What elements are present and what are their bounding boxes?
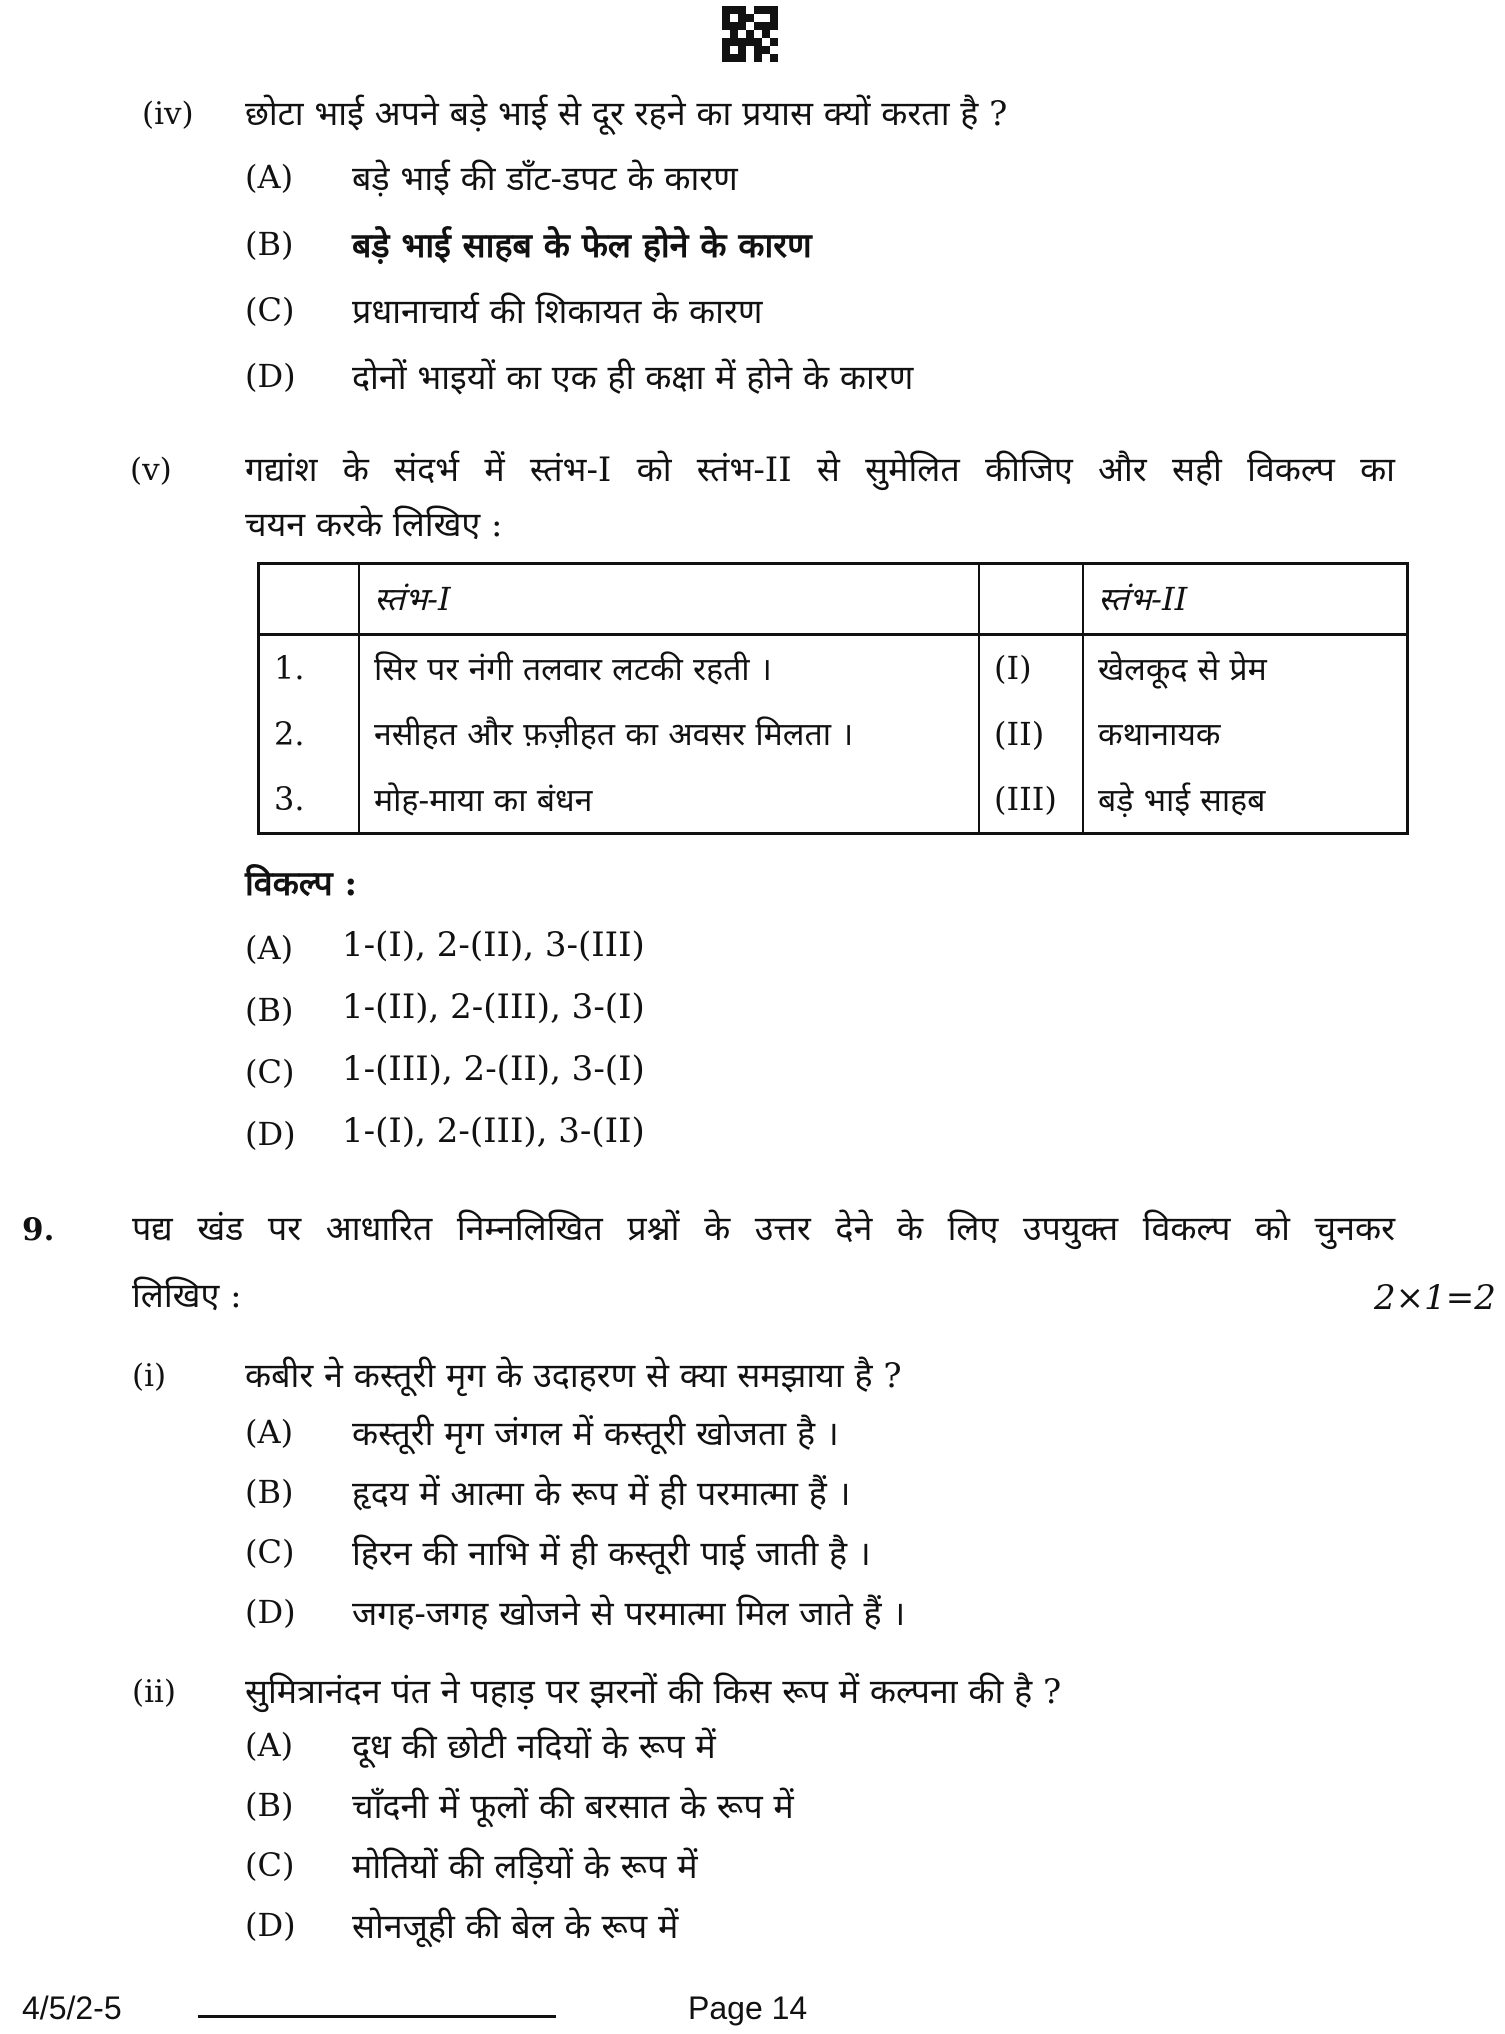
option-text: 1-(I), 2-(III), 3-(II)	[342, 1111, 645, 1151]
marks: 2×1=2	[1374, 1278, 1496, 1318]
option-label: (B)	[245, 1786, 294, 1824]
roman-numeral: (II)	[979, 701, 1083, 766]
option-label: (A)	[245, 1413, 294, 1451]
option-text: 1-(II), 2-(III), 3-(I)	[342, 987, 645, 1027]
option-text: हिरन की नाभि में ही कस्तूरी पाई जाती है ।	[352, 1534, 871, 1574]
question-text-iv: छोटा भाई अपने बड़े भाई से दूर रहने का प्रयास क्यों करता है ?	[245, 94, 1008, 134]
question-text-v-line2: चयन करके लिखिए :	[245, 505, 503, 545]
option-label: (A)	[245, 929, 294, 967]
column-1-item: मोह-माया का बंधन	[359, 767, 979, 834]
option-text: दूध की छोटी नदियों के रूप में	[352, 1727, 716, 1767]
column-1-item: नसीहत और फ़ज़ीहत का अवसर मिलता ।	[359, 701, 979, 766]
question-text-v-line1: गद्यांश के संदर्भ में स्तंभ-I को स्तंभ-II से सुमेलित कीजिए और सही विकल्प का	[245, 450, 1395, 490]
question-number-v: (v)	[130, 452, 172, 488]
option-label: (D)	[245, 357, 296, 395]
option-text: हृदय में आत्मा के रूप में ही परमात्मा हैं ।	[352, 1474, 851, 1514]
question-text-9-line1: पद्य खंड पर आधारित निम्नलिखित प्रश्नों के उत्तर देने के लिए उपयुक्त विकल्प को चुनकर	[132, 1209, 1395, 1249]
option-text: प्रधानाचार्य की शिकायत के कारण	[352, 292, 763, 332]
option-label: (C)	[245, 291, 295, 329]
option-label: (C)	[245, 1053, 295, 1091]
column-2-item: बड़े भाई साहब	[1083, 767, 1408, 834]
footer-divider	[198, 2015, 556, 2018]
option-text: चाँदनी में फूलों की बरसात के रूप में	[352, 1787, 794, 1827]
column-2-item: कथानायक	[1083, 701, 1408, 766]
option-label: (B)	[245, 991, 294, 1029]
option-text: कस्तूरी मृग जंगल में कस्तूरी खोजता है ।	[352, 1414, 839, 1454]
roman-numeral: (III)	[979, 767, 1083, 834]
column-2-item: खेलकूद से प्रेम	[1083, 634, 1408, 701]
column-1-header: स्तंभ-I	[359, 564, 979, 635]
option-label: (B)	[245, 1473, 294, 1511]
option-text: 1-(III), 2-(II), 3-(I)	[342, 1049, 645, 1089]
row-number: 2.	[259, 701, 360, 766]
option-text: बड़े भाई साहब के फेल होने के कारण	[352, 226, 812, 266]
option-text: जगह-जगह खोजने से परमात्मा मिल जाते हैं ।	[352, 1594, 906, 1634]
page-number: Page 14	[688, 1990, 808, 2026]
option-label: (D)	[245, 1593, 296, 1631]
question-number-i: (i)	[132, 1358, 167, 1394]
question-number-9: 9.	[22, 1212, 55, 1248]
option-text: मोतियों की लड़ियों के रूप में	[352, 1847, 698, 1887]
question-number-iv: (iv)	[142, 96, 194, 132]
option-label: (C)	[245, 1533, 295, 1571]
question-text-i: कबीर ने कस्तूरी मृग के उदाहरण से क्या समझाया है ?	[245, 1356, 902, 1396]
option-label: (A)	[245, 1726, 294, 1764]
option-label: (D)	[245, 1115, 296, 1153]
option-text: बड़े भाई की डाँट-डपट के कारण	[352, 159, 738, 199]
roman-numeral: (I)	[979, 634, 1083, 701]
option-text: 1-(I), 2-(II), 3-(III)	[342, 925, 645, 965]
question-text-ii: सुमित्रानंदन पंत ने पहाड़ पर झरनों की किस रूप में कल्पना की है ?	[245, 1672, 1062, 1712]
qr-code	[722, 6, 778, 62]
option-text: सोनजूही की बेल के रूप में	[352, 1907, 679, 1947]
match-table	[257, 562, 1409, 835]
option-text: दोनों भाइयों का एक ही कक्षा में होने के कारण	[352, 358, 914, 398]
column-2-header: स्तंभ-II	[1083, 564, 1408, 635]
option-label: (A)	[245, 158, 294, 196]
question-number-ii: (ii)	[132, 1674, 177, 1710]
row-number: 1.	[259, 634, 360, 701]
option-label: (C)	[245, 1846, 295, 1884]
column-1-item: सिर पर नंगी तलवार लटकी रहती ।	[359, 634, 979, 701]
option-label: (D)	[245, 1906, 296, 1944]
paper-code: 4/5/2-5	[22, 1990, 122, 2026]
question-text-9-line2: लिखिए :	[132, 1276, 242, 1316]
option-label: (B)	[245, 225, 294, 263]
vikalp-heading: विकल्प :	[245, 864, 358, 904]
row-number: 3.	[259, 767, 360, 834]
